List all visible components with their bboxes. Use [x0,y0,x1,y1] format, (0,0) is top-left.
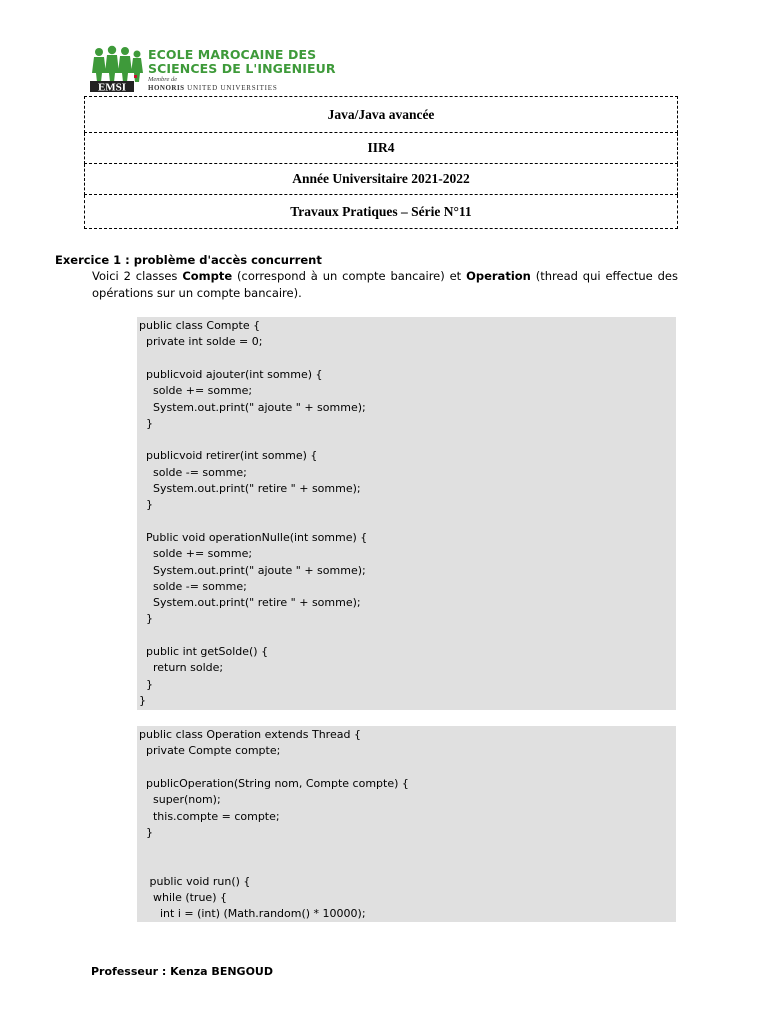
code-block-compte [137,317,676,710]
logo-line-4 [148,84,278,92]
code-line: } [139,498,153,512]
intro-text-2: (correspond à un compte bancaire) et [232,269,467,283]
code-line: publicOperation(String nom, Compte compte) { [139,776,409,790]
intro-text-1: Voici 2 classes [92,269,183,283]
code-line: solde -= somme; [139,465,247,479]
code-line: while (true) { [139,891,227,904]
code-line: publicvoid ajouter(int somme) { [139,367,323,381]
code-line: public class Operation extends Thread { [139,728,361,741]
code-line: } [139,677,153,691]
code-line: private Compte compte; [139,744,281,758]
code-line: System.out.print(" ajoute " + somme); [139,563,366,577]
logo-line-2: SCIENCES DE L'INGENIEUR [148,61,336,76]
class-name: IIR4 [85,133,678,164]
code-line: publicvoid retirer(int somme) { [139,449,318,463]
code-line: return solde; [139,661,224,675]
exercise-intro [92,268,678,302]
code-block-operation [137,726,676,922]
logo-tagline: UNITED UNIVERSITIES [187,84,278,92]
code-line: this.compte = compte; [139,809,280,823]
code-line: } [139,693,146,707]
emsi-emblem-icon [90,45,144,93]
code-line: int i = (int) (Math.random() * 10000); [139,907,366,921]
code-line: solde += somme; [139,384,253,398]
code-line: private int solde = 0; [139,335,263,349]
intro-text-3: (thread qui effectue des opérations sur un compte bancaire). [92,269,678,300]
exercise-title: Exercice 1 : problème d'accès concurrent [55,253,322,267]
code-line: Public void operationNulle(int somme) { [139,530,368,544]
school-logo [90,45,336,95]
logo-line-3: Membre de [148,76,178,83]
logo-brand: HONORIS [148,84,185,92]
code-line: System.out.print(" ajoute " + somme); [139,400,366,414]
professor-name: Professeur : Kenza BENGOUD [91,965,273,978]
code-line: System.out.print(" retire " + somme); [139,482,361,495]
code-line: solde -= somme; [139,579,247,593]
code-line: } [139,612,153,626]
course-title: Java/Java avancée [85,97,678,133]
code-line: super(nom); [139,793,221,807]
series-title: Travaux Pratiques – Série N°11 [85,195,678,229]
code-line: } [139,416,153,430]
code-line: public void run() { [139,874,251,888]
intro-class-operation: Operation [466,269,531,283]
code-line: solde += somme; [139,547,253,561]
header-table [84,96,678,229]
logo-line-1: ECOLE MAROCAINE DES [148,47,317,62]
code-line: public class Compte { [139,319,261,332]
academic-year: Année Universitaire 2021-2022 [85,164,678,195]
code-line: System.out.print(" retire " + somme); [139,596,361,610]
code-line: } [139,825,153,839]
intro-class-compte: Compte [182,269,233,283]
emsi-logo-text: EMSI [97,81,127,93]
code-line: public int getSolde() { [139,645,269,658]
